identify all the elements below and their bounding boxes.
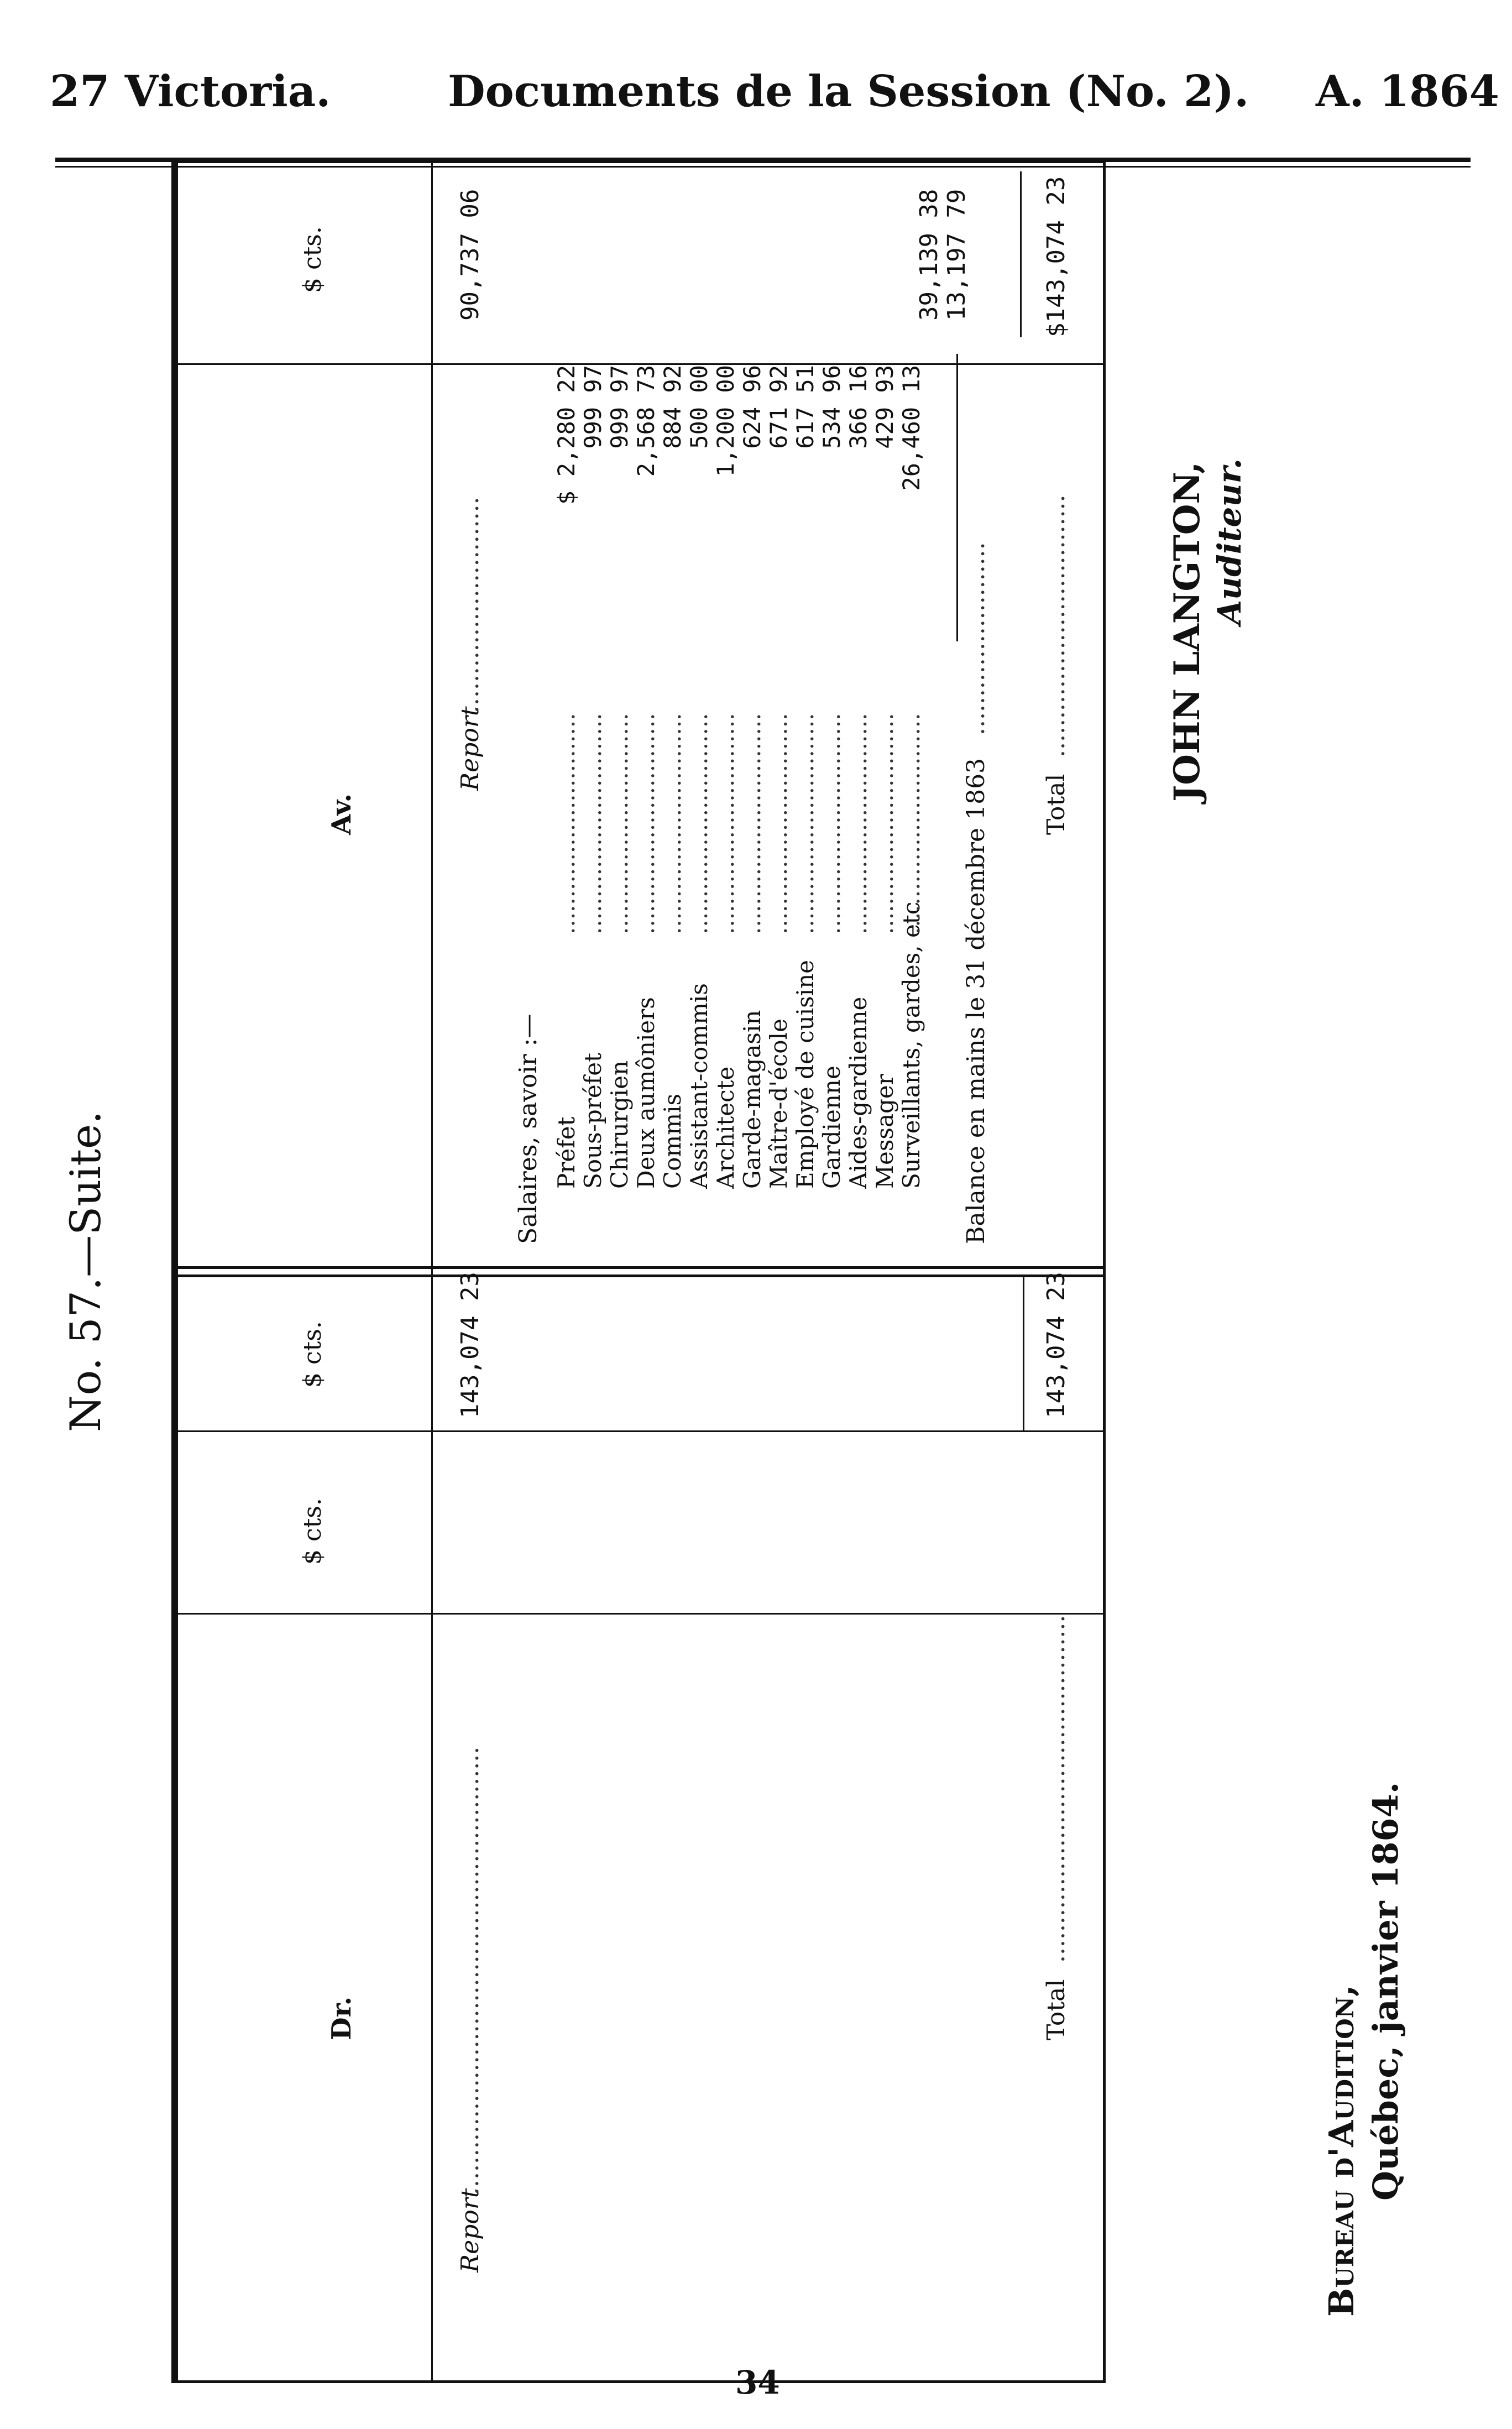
salaire-leader: .............................. [792, 713, 819, 934]
balance-leader: ......................... [962, 542, 990, 735]
salaire-leader: .............................. [579, 713, 606, 934]
table-caption: No. 57.—Suite. [61, 1110, 110, 1432]
mid-double-1 [171, 1274, 1106, 1277]
salaire-value: $ 2,280 22 [553, 365, 580, 505]
balance-value: 13,197 79 [943, 189, 971, 321]
frame-top [171, 160, 178, 2383]
credit-report-value: 90,737 06 [456, 189, 484, 321]
credit-total-label: Total [1042, 774, 1070, 835]
debit-total-value: 143,074 23 [1042, 1272, 1070, 1418]
salaire-value: 884 92 [659, 365, 686, 449]
salaire-leader: .............................. [845, 713, 872, 934]
debit-heading: Dr. [326, 1996, 357, 2040]
credit-total-leader: .................................. [1042, 494, 1070, 758]
salaire-leader: .............................. [632, 713, 660, 934]
salaire-label: Surveillants, gardes, etc [898, 901, 925, 1189]
salaire-value: 624 96 [739, 365, 766, 449]
debit-total-leader: ............................................. [1042, 1615, 1070, 1963]
salaires-total: 39,139 38 [915, 189, 943, 321]
office-line2: Québec, janvier 1864. [1365, 1782, 1406, 2201]
salaire-label: Architecte [712, 1066, 739, 1189]
col-sep-a [171, 1613, 1106, 1615]
debit-report-value: 143,074 23 [456, 1272, 484, 1418]
salaires-label: Salaires, savoir :— [514, 1014, 542, 1244]
frame-left [171, 2380, 1106, 2383]
salaire-label: Messager [871, 1074, 898, 1189]
salaire-leader: .............................. [871, 713, 898, 934]
debit-report-label: Report [456, 2188, 484, 2273]
salaire-leader: .............................. [606, 713, 633, 934]
salaires-sum-rule [956, 354, 958, 641]
salaire-leader: .............................. [898, 713, 925, 934]
salaire-value: 1,200 00 [712, 365, 739, 477]
header-left: 27 Victoria. [50, 66, 331, 117]
salaire-value: 534 96 [818, 365, 845, 449]
head-rule [431, 160, 433, 2383]
mid-double-2 [171, 1266, 1106, 1269]
page-number: 34 [735, 2364, 780, 2401]
office-line1: Bureau d'Audition, [1321, 1984, 1362, 2317]
salaire-label: Gardienne [818, 1065, 845, 1189]
salaire-value: 999 97 [606, 365, 633, 449]
debit-total-label: Total [1042, 1979, 1070, 2040]
salaire-leader: .............................. [765, 713, 792, 934]
salaire-value: 500 00 [686, 365, 713, 449]
header-right: A. 1864 [1316, 66, 1499, 117]
salaire-label: Maître-d'école [765, 1018, 792, 1189]
signature-name: JOHN LANGTON, [1166, 461, 1208, 802]
debit-report-leader: .......................................................... [456, 1746, 484, 2195]
salaire-leader: .............................. [686, 713, 713, 934]
salaire-value: 2,568 73 [632, 365, 660, 477]
debit-total-rule [1023, 1277, 1024, 1432]
salaire-value: 429 93 [871, 365, 898, 449]
credit-total-rule [1020, 171, 1022, 337]
salaire-leader: .............................. [818, 713, 845, 934]
salaire-value: 366 16 [845, 365, 872, 449]
salaire-label: Aides-gardienne [845, 996, 872, 1189]
salaire-label: Garde-magasin [739, 1010, 766, 1189]
salaire-label: Deux aumôniers [632, 997, 660, 1189]
signature-title: Auditeur. [1211, 458, 1248, 625]
salaire-leader: .............................. [739, 713, 766, 934]
salaire-label: Préfet [553, 1116, 580, 1189]
debit-col2-head: $ cts. [299, 1321, 327, 1388]
salaire-label: Commis [659, 1093, 686, 1189]
salaire-value: 26,460 13 [898, 365, 925, 491]
salaire-label: Assistant-commis [686, 983, 713, 1189]
balance-label: Balance en mains le 31 décembre 1863 [962, 758, 990, 1244]
frame-bottom [1103, 160, 1106, 2383]
frame-right [171, 160, 1106, 163]
salaire-label: Employé de cuisine [792, 959, 819, 1189]
debit-col1-head: $ cts. [299, 1498, 327, 1565]
salaire-value: 999 97 [579, 365, 606, 449]
credit-report-leader: ............................ [456, 497, 484, 713]
credit-total-value: $143,074 23 [1042, 176, 1070, 337]
credit-report-label: Report [456, 706, 484, 791]
salaire-label: Sous-préfet [579, 1053, 606, 1189]
salaire-leader: .............................. [712, 713, 739, 934]
salaire-leader: .............................. [553, 713, 580, 934]
salaire-value: 671 92 [765, 365, 792, 449]
credit-col-head: $ cts. [299, 226, 327, 293]
salaire-leader: .............................. [659, 713, 686, 934]
salaire-value: 617 51 [792, 365, 819, 449]
col-sep-b [171, 1430, 1106, 1432]
salaire-label: Chirurgien [606, 1060, 633, 1189]
header-center: Documents de la Session (No. 2). [448, 66, 1249, 117]
credit-heading: Av. [326, 793, 357, 835]
rotated-ledger [61, 160, 1498, 2383]
